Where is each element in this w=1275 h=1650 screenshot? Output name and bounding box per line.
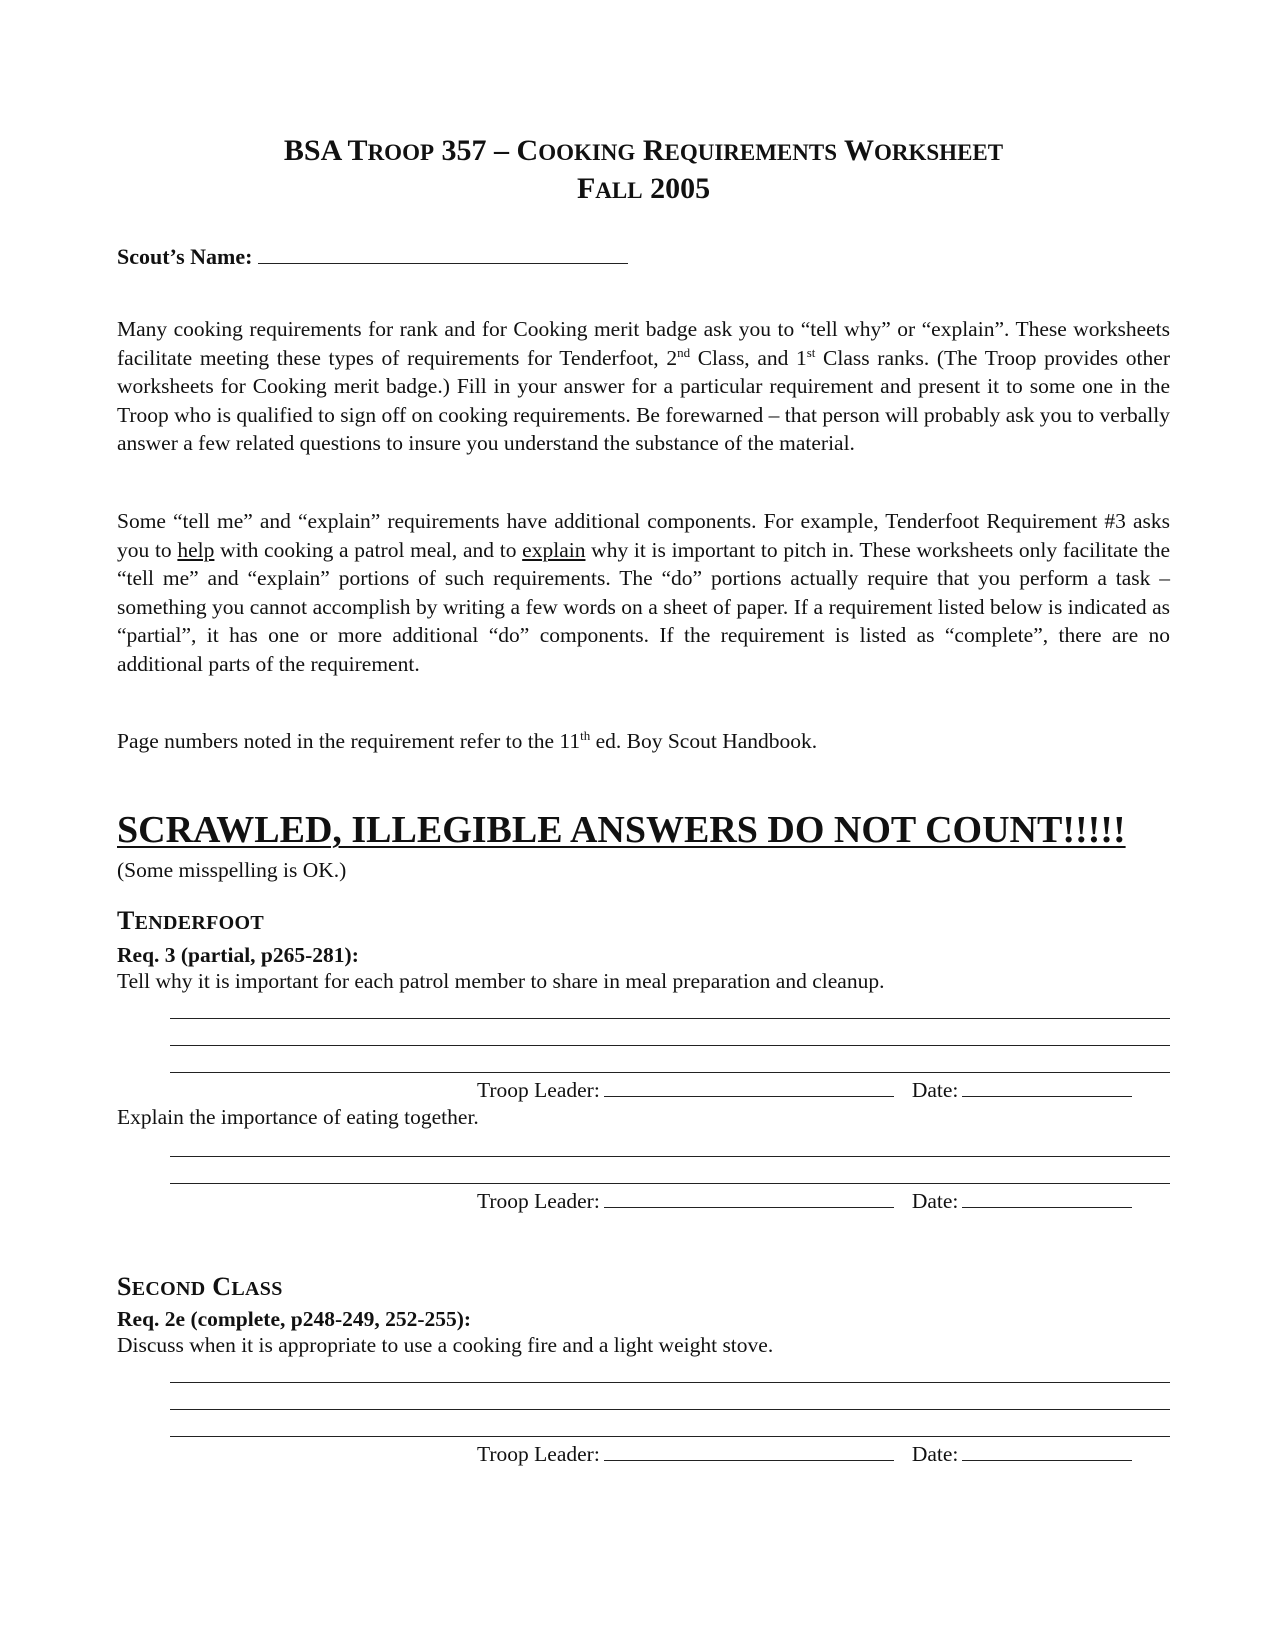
troop-leader-signoff bbox=[477, 1442, 1170, 1467]
warning-note: (Some misspelling is OK.) bbox=[117, 858, 347, 882]
ordinal-suffix: st bbox=[806, 344, 816, 360]
troop-leader-signoff bbox=[477, 1078, 1170, 1103]
date-label: Date: bbox=[911, 1078, 959, 1102]
subtitle-part: F bbox=[576, 172, 596, 205]
title-part: ORKSHEET bbox=[874, 140, 1004, 165]
scout-name-field bbox=[117, 244, 628, 270]
underlined-word: explain bbox=[522, 537, 586, 562]
question-text: Discuss when it is appropriate to use a cooking fire and a light weight stove. bbox=[117, 1333, 774, 1357]
subtitle-part: ALL bbox=[595, 178, 643, 203]
intro-text: why it is important to pitch in. These worksheets only facilitate the “tell me” and “explain” portions of such requirements. The “do” portions actually require that you perform a task – something you cannot accomplish by writing a few words on a sheet of paper. If a requirement listed below is indicated as “partial”, it has one or more additional “do” components. If the requirement is listed as “complete”, there are no additional parts of the requirement. bbox=[117, 537, 1170, 676]
troop-leader-signoff bbox=[477, 1189, 1170, 1214]
date-blank[interactable] bbox=[962, 1189, 1132, 1208]
intro-text: Page numbers noted in the requirement refer to the 11 bbox=[117, 729, 581, 753]
question-text: Tell why it is important for each patrol member to share in meal preparation and cleanup. bbox=[117, 969, 885, 993]
section-title-part: LASS bbox=[231, 1278, 283, 1300]
troop-leader-label: Troop Leader: bbox=[477, 1078, 600, 1102]
intro-text: Class, and 1 bbox=[690, 345, 807, 370]
date-blank[interactable] bbox=[962, 1078, 1132, 1097]
question-text: Explain the importance of eating together. bbox=[117, 1105, 479, 1129]
answer-line[interactable] bbox=[170, 1409, 1170, 1410]
answer-line[interactable] bbox=[170, 1183, 1170, 1184]
title-part: OOKING bbox=[538, 140, 636, 165]
intro-text: Some “tell me” and “explain” requirements have additional components. For example, Tenderfoot Requirement #3 asks you to bbox=[117, 509, 1170, 562]
date-label: Date: bbox=[911, 1189, 959, 1213]
requirement-heading: Req. 3 (partial, p265-281): bbox=[117, 943, 359, 967]
section-title-part: T bbox=[117, 906, 135, 935]
intro-text: with cooking a patrol meal, and to bbox=[214, 537, 523, 562]
answer-line[interactable] bbox=[170, 1045, 1170, 1046]
answer-line[interactable] bbox=[170, 1156, 1170, 1157]
troop-leader-label: Troop Leader: bbox=[477, 1189, 600, 1213]
title-part: BSA T bbox=[283, 134, 368, 167]
troop-leader-blank[interactable] bbox=[604, 1189, 894, 1208]
troop-leader-label: Troop Leader: bbox=[477, 1442, 600, 1466]
underlined-word: help bbox=[177, 537, 215, 562]
title-part: ROOP bbox=[367, 140, 435, 165]
ordinal-suffix: nd bbox=[677, 344, 691, 360]
section-title-part: S bbox=[117, 1272, 132, 1301]
intro-text: ed. Boy Scout Handbook. bbox=[590, 729, 818, 753]
date-label: Date: bbox=[911, 1442, 959, 1466]
date-blank[interactable] bbox=[962, 1442, 1132, 1461]
scout-name-label: Scout’s Name: bbox=[117, 244, 253, 269]
section-title-tenderfoot bbox=[117, 906, 264, 936]
section-title-part: ECOND bbox=[131, 1278, 206, 1300]
intro-paragraph-1 bbox=[117, 315, 1170, 458]
intro-text: Many cooking requirements for rank and for Cooking merit badge ask you to “tell why” or “explain”. These worksheets facilitate meeting these types of requirements for Tenderfoot, 2 bbox=[117, 317, 1170, 370]
intro-paragraph-2 bbox=[117, 507, 1170, 678]
scout-name-blank[interactable] bbox=[258, 245, 628, 264]
answer-line[interactable] bbox=[170, 1018, 1170, 1019]
title-part: EQUIREMENTS bbox=[664, 140, 838, 165]
requirement-heading: Req. 2e (complete, p248-249, 252-255): bbox=[117, 1307, 472, 1331]
worksheet-title bbox=[117, 134, 1170, 170]
title-part: W bbox=[837, 134, 874, 167]
intro-text: Class ranks. (The Troop provides other worksheets for Cooking merit badge.) Fill in your answer for a particular requirement and present it to some one in the Troop who is qualified to sign off on cooking requirements. Be forewarned – that person will probably ask you to verbally answer a few related questions to insure you understand the substance of the material. bbox=[117, 345, 1170, 455]
troop-leader-blank[interactable] bbox=[604, 1442, 894, 1461]
worksheet-subtitle bbox=[117, 172, 1170, 208]
title-part: R bbox=[635, 134, 665, 167]
answer-line[interactable] bbox=[170, 1436, 1170, 1437]
section-title-part: ENDERFOOT bbox=[134, 912, 265, 934]
section-title-part: C bbox=[205, 1272, 232, 1301]
intro-paragraph-3 bbox=[117, 727, 1170, 756]
title-part: 357 – C bbox=[434, 134, 539, 167]
answer-line[interactable] bbox=[170, 1072, 1170, 1073]
subtitle-part: 2005 bbox=[642, 172, 711, 205]
section-title-second-class bbox=[117, 1272, 283, 1302]
warning-heading: SCRAWLED, ILLEGIBLE ANSWERS DO NOT COUNT!!!!! bbox=[117, 809, 1126, 851]
answer-line[interactable] bbox=[170, 1382, 1170, 1383]
ordinal-suffix: th bbox=[580, 727, 591, 743]
troop-leader-blank[interactable] bbox=[604, 1078, 894, 1097]
